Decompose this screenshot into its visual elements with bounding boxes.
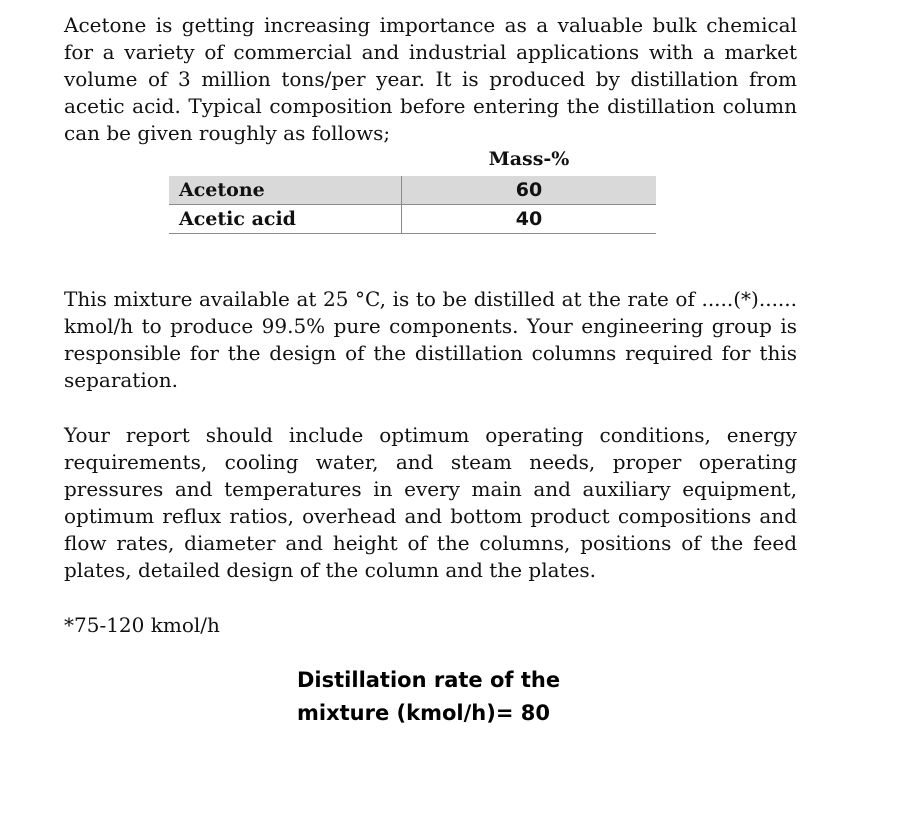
table-row xyxy=(169,176,656,205)
footnote: *75-120 kmol/h xyxy=(64,613,220,637)
component-name: Acetic acid xyxy=(179,208,296,230)
component-mass-percent: 60 xyxy=(401,176,656,204)
distillation-rate-note xyxy=(297,664,560,730)
rate-note-line-2: mixture (kmol/h)= 80 xyxy=(297,701,550,725)
table-header-row xyxy=(169,146,656,176)
rate-note-line-1: Distillation rate of the xyxy=(297,668,561,692)
mass-percent-header: Mass-% xyxy=(488,148,570,170)
intro-paragraph: Acetone is getting increasing importance as a valuable bulk chemical for a variety of commercial and industrial applications with a market volume of 3 million tons/per year. It is produced by distillation from acetic acid. Typical composition before entering the distillation column can be given roughly as follows; xyxy=(64,13,797,145)
composition-table xyxy=(169,146,656,234)
component-mass-percent: 40 xyxy=(401,205,656,233)
table-row xyxy=(169,205,656,234)
task-paragraph: This mixture available at 25 °C, is to be distilled at the rate of .....(*)...... kmol/h to produce 99.5% pure components. Your engineering group is responsible for the design of the distillation columns required for this separation. xyxy=(64,287,797,392)
component-name: Acetone xyxy=(169,176,401,204)
report-requirements-paragraph: Your report should include optimum operating conditions, energy requirements, cooling water, and steam needs, proper operating pressures and temperatures in every main and auxiliary equipment, optimum reflux ratios, overhead and bottom product compositions and flow rates, diameter and height of the columns, positions of the feed plates, detailed design of the column and the plates. xyxy=(64,423,797,582)
